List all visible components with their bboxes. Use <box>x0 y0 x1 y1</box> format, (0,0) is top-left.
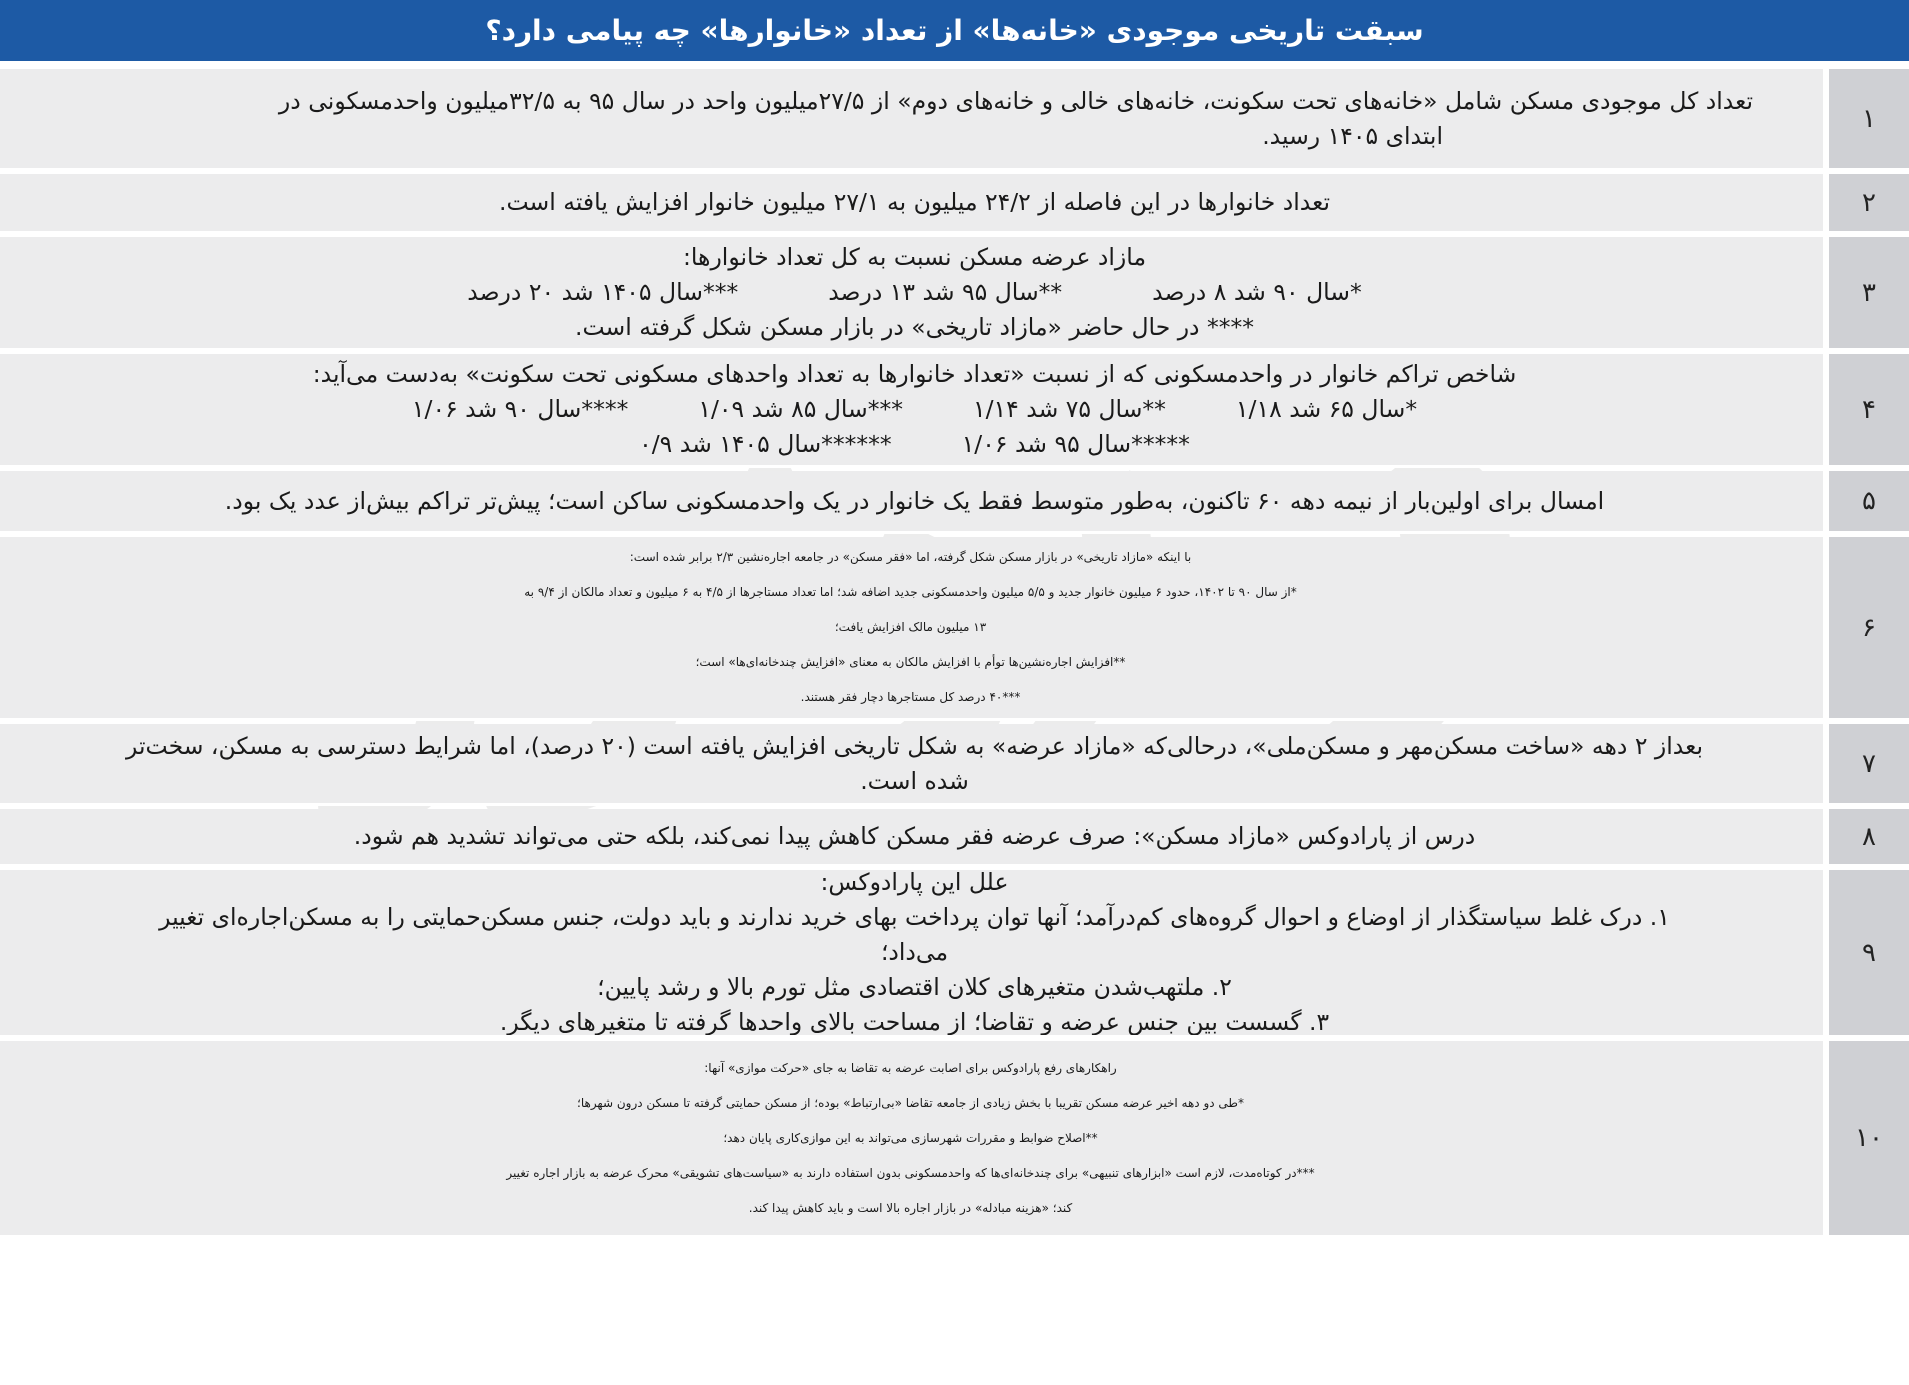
row-content <box>0 724 1823 806</box>
row-content <box>0 69 1823 171</box>
row-text: تعداد خانوارها در این فاصله از ۲۴/۲ میلیون به ۲۷/۱ میلیون خانوار افزایش یافته است. <box>499 188 1330 216</box>
row-number: ۸ <box>1829 809 1909 867</box>
row-content <box>0 537 1823 721</box>
row-text: کند؛ «هزینه مبادله» در بازار اجاره بالا است و باید کاهش پیدا کند. <box>748 1200 1073 1215</box>
row-content <box>0 471 1823 534</box>
table-row <box>0 237 1909 351</box>
row-text: بعداز ۲ دهه «ساخت مسکن‌مهر و مسکن‌ملی»، درحالی‌که «مازاد عرضه» به شکل تاریخی افزایش یافته است (۲۰ درصد)، اما شرایط دسترسی به مسکن، سخت‌تر <box>125 731 1703 760</box>
table-row <box>0 471 1909 534</box>
table-row <box>0 174 1909 234</box>
row-text: شده است. <box>860 766 969 795</box>
table-row <box>0 870 1909 1038</box>
row-text: **اصلاح ضوابط و مقررات شهرسازی می‌تواند به این موازی‌کاری پایان دهد؛ <box>723 1130 1098 1145</box>
row-number: ۹ <box>1829 870 1909 1038</box>
row-number: ۱۰ <box>1829 1041 1909 1238</box>
stat-item: **سال ۹۵ شد ۱۳ درصد <box>828 278 1063 306</box>
row-text: *از سال ۹۰ تا ۱۴۰۲، حدود ۶ میلیون خانوار جدید و ۵/۵ میلیون واحدمسکونی جدید اضافه شد؛ اما تعداد مستاجرها از ۴/۵ به ۶ میلیون و تعداد مالکان از ۹/۴ به <box>524 585 1297 599</box>
stat-list <box>24 392 1805 427</box>
stat-item: **سال ۷۵ شد ۱/۱۴ <box>973 395 1166 423</box>
row-text: *طی دو دهه اخیر عرضه مسکن تقریبا با بخش زیادی از جامعه تقاضا «بی‌ارتباط» بوده؛ از مسکن حمایتی گرفته تا مسکن درون شهرها؛ <box>577 1095 1244 1110</box>
table-row <box>0 354 1909 468</box>
stat-list <box>24 427 1805 462</box>
row-number: ۲ <box>1829 174 1909 234</box>
page-title: سبقت تاریخی موجودی «خانه‌ها» از تعداد «خانوارها» چه پیامی دارد؟ <box>0 0 1909 61</box>
stat-item: ****سال ۹۰ شد ۱/۰۶ <box>411 395 629 423</box>
row-text: مازاد عرضه مسکن نسبت به کل تعداد خانوارها: <box>682 243 1147 271</box>
row-content <box>0 809 1823 867</box>
stat-item: ******سال ۱۴۰۵ شد ۰/۹ <box>639 430 892 458</box>
row-text: درس از پارادوکس «مازاد مسکن»: صرف عرضه فقر مسکن کاهش پیدا نمی‌کند، بلکه حتی می‌تواند تشدید هم شود. <box>353 822 1476 850</box>
table-row <box>0 724 1909 806</box>
row-text: امسال برای اولین‌بار از نیمه دهه ۶۰ تاکنون، به‌طور متوسط فقط یک خانوار در یک واحدمسکونی ساکن است؛ پیش‌تر تراکم بیش‌از عدد یک بود. <box>224 486 1605 515</box>
row-content <box>0 174 1823 234</box>
row-text: ابتدای ۱۴۰۵ رسید. <box>1262 121 1443 150</box>
table-row <box>0 69 1909 171</box>
row-content <box>0 1041 1823 1238</box>
row-number: ۷ <box>1829 724 1909 806</box>
row-text: شاخص تراکم خانوار در واحدمسکونی که از نسبت «تعداد خانوارها به تعداد واحدهای مسکونی تحت سکونت» به‌دست می‌آید: <box>312 360 1517 388</box>
row-number: ۱ <box>1829 69 1909 171</box>
stat-item: ***سال ۸۵ شد ۱/۰۹ <box>698 395 903 423</box>
stat-list <box>24 275 1805 310</box>
row-number: ۳ <box>1829 237 1909 351</box>
row-text: ***۴۰ درصد کل مستاجرها دچار فقر هستند. <box>800 690 1021 704</box>
row-content <box>0 354 1823 468</box>
row-text: **افزایش اجاره‌نشین‌ها توأم با افزایش مالکان به معنای «افزایش چندخانه‌ای‌ها» است؛ <box>695 655 1126 669</box>
row-number: ۶ <box>1829 537 1909 721</box>
row-text: راهکارهای رفع پارادوکس برای اصابت عرضه به تقاضا به جای «حرکت موازی» آنها: <box>704 1060 1117 1075</box>
row-number: ۵ <box>1829 471 1909 534</box>
row-content <box>0 237 1823 351</box>
stat-item: *سال ۹۰ شد ۸ درصد <box>1152 278 1362 306</box>
row-text: می‌داد؛ <box>880 938 949 966</box>
row-text: تعداد کل موجودی مسکن شامل «خانه‌های تحت سکونت، خانه‌های خالی و خانه‌های دوم» از ۲۷/۵میلیون واحد در سال ۹۵ به ۳۲/۵میلیون واحدمسکونی در <box>278 86 1753 115</box>
stat-item: ***سال ۱۴۰۵ شد ۲۰ درصد <box>467 278 739 306</box>
table-row <box>0 537 1909 721</box>
row-content <box>0 870 1823 1038</box>
stat-item: *سال ۶۵ شد ۱/۱۸ <box>1235 395 1418 423</box>
row-text: ۳. گسست بین جنس عرضه و تقاضا؛ از مساحت بالای واحدها گرفته تا متغیرهای دیگر. <box>499 1008 1330 1036</box>
stat-item: *****سال ۹۵ شد ۱/۰۶ <box>961 430 1190 458</box>
row-number: ۴ <box>1829 354 1909 468</box>
row-text: ۱۳ میلیون مالک افزایش یافت؛ <box>834 620 987 634</box>
row-text: **** در حال حاضر «مازاد تاریخی» در بازار مسکن شکل گرفته است. <box>574 313 1254 341</box>
row-text: ۱. درک غلط سیاستگذار از اوضاع و احوال گروه‌های کم‌درآمد؛ آنها توان پرداخت بهای خرید ندارند و باید دولت، جنس مسکن‌حمایتی را به مسکن‌اجاره‌ای تغییر <box>159 903 1670 931</box>
table-row <box>0 1041 1909 1238</box>
row-text: با اینکه «مازاد تاریخی» در بازار مسکن شکل گرفته، اما «فقر مسکن» در جامعه اجاره‌نشین ۲/۳ برابر شده است: <box>629 550 1192 564</box>
table-row <box>0 809 1909 867</box>
row-text: ۲. ملتهب‌شدن متغیرهای کلان اقتصادی مثل تورم بالا و رشد پایین؛ <box>597 973 1232 1001</box>
row-text: علل این پارادوکس: <box>820 870 1009 896</box>
row-text: ***در کوتاه‌مدت، لازم است «ابزارهای تنبیهی» برای چندخانه‌ای‌ها که واحدمسکونی بدون استفاده دارند به «سیاست‌های تشویقی» محرک عرضه به بازار اجاره تغییر <box>506 1165 1315 1180</box>
